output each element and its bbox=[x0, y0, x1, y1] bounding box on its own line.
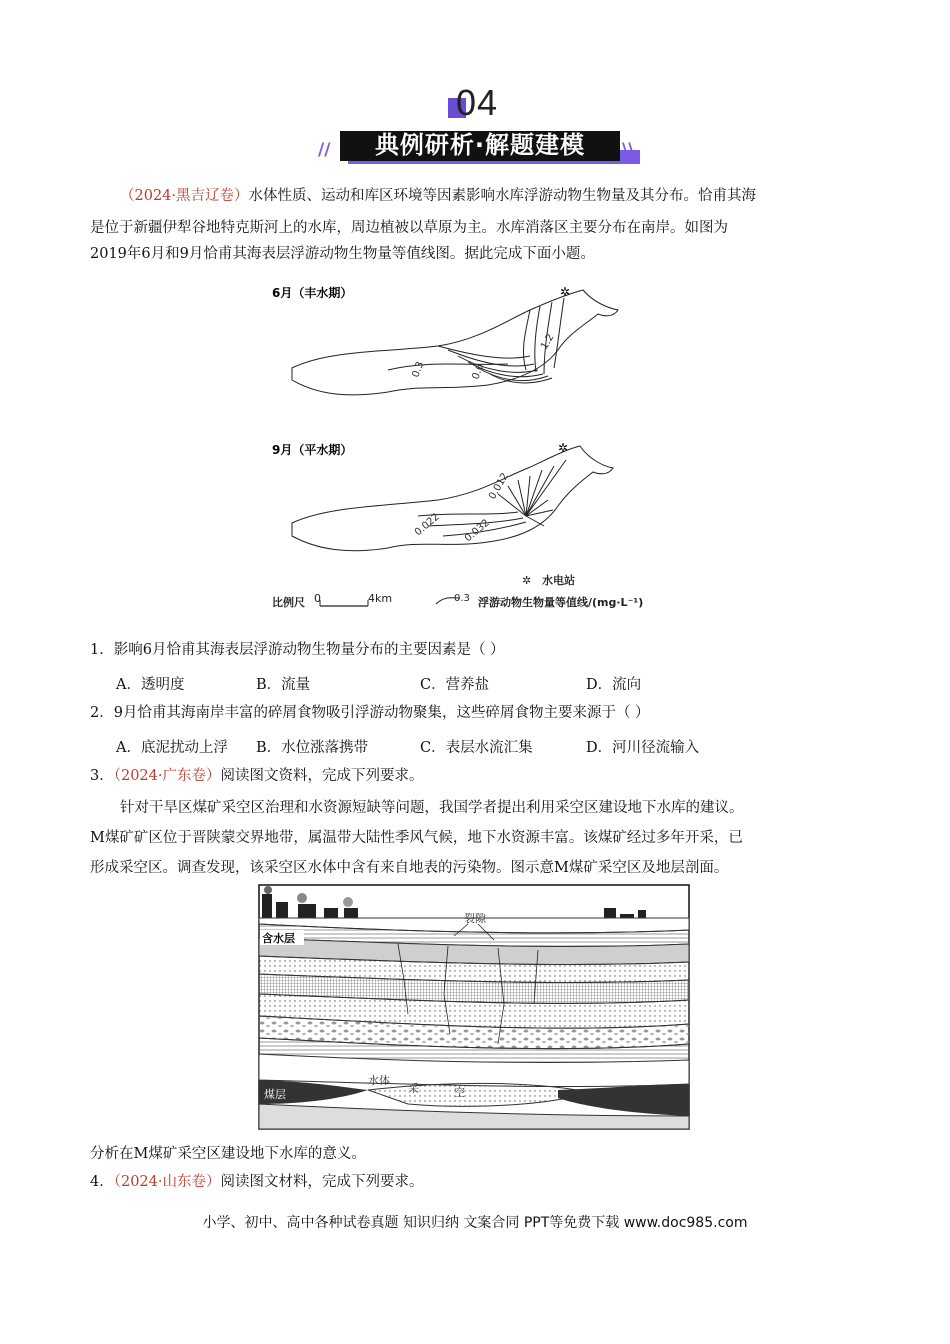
legend-scale: 比例尺 bbox=[272, 596, 305, 609]
q1-stem: 1．影响6月恰甫其海表层浮游动物生物量分布的主要因素是（ ） bbox=[90, 642, 505, 658]
legend-scale-zero: 0 bbox=[314, 592, 321, 605]
label-sept: 9月（平水期） bbox=[272, 443, 353, 457]
label-mined-1: 采 bbox=[408, 1082, 419, 1095]
q2-option-b[interactable]: B．水位涨落携带 bbox=[256, 740, 369, 756]
june-contour-label-3: 1.2 bbox=[539, 332, 557, 352]
contour-map-figure bbox=[268, 280, 688, 616]
legend-iso-value: 0.3 bbox=[454, 593, 470, 604]
legend-scale-km: 4km bbox=[368, 592, 393, 605]
label-crack: 裂隙 bbox=[464, 912, 486, 925]
q1-option-a[interactable]: A．透明度 bbox=[116, 677, 185, 693]
q2-option-a[interactable]: A．底泥扰动上浮 bbox=[116, 740, 228, 756]
label-water: 水体 bbox=[368, 1074, 390, 1087]
intro-line-1: （2024·黑吉辽卷）水体性质、运动和库区环境等因素影响水库浮游动物生物量及其分布。恰甫其海 bbox=[120, 188, 757, 204]
label-june: 6月（丰水期） bbox=[272, 286, 353, 300]
june-lake bbox=[292, 290, 618, 395]
q3-heading: 3．（2024·广东卷）阅读图文资料，完成下列要求。 bbox=[90, 768, 424, 784]
june-contour-label-2: 0.6 bbox=[470, 362, 487, 382]
label-aquifer: 含水层 bbox=[262, 932, 295, 945]
intro-line-3: 2019年6月和9月恰甫其海表层浮游动物生物量等值线图。据此完成下面小题。 bbox=[90, 246, 595, 262]
section-banner: 典例研析·解题建模 bbox=[374, 131, 586, 159]
sept-contour-label-2: 0.032 bbox=[462, 517, 492, 545]
q2-option-c[interactable]: C．表层水流汇集 bbox=[420, 740, 533, 756]
label-coal: 煤层 bbox=[264, 1088, 286, 1101]
sept-station-icon: ✲ bbox=[558, 441, 569, 455]
q1-option-c[interactable]: C．营养盐 bbox=[420, 677, 490, 693]
q2-stem: 2．9月恰甫其海南岸丰富的碎屑食物吸引浮游动物聚集，这些碎屑食物主要来源于（ ） bbox=[90, 705, 650, 721]
coal-mine-profile-figure bbox=[258, 884, 690, 1130]
q3-para-2: M煤矿矿区位于晋陕蒙交界地带，属温带大陆性季风气候，地下水资源丰富。该煤矿经过多年开采，已 bbox=[90, 830, 743, 846]
legend-station-icon: ✲ bbox=[522, 574, 532, 587]
june-contour-label-1: 0.3 bbox=[410, 360, 427, 380]
intro-line-2: 是位于新疆伊犁谷地特克斯河上的水库，周边植被以草原为主。水库消落区主要分布在南岸。如图为 bbox=[90, 220, 728, 236]
q2-option-d[interactable]: D．河川径流输入 bbox=[586, 740, 700, 756]
q1-option-b[interactable]: B．流量 bbox=[256, 677, 311, 693]
source-tag: （2024·黑吉辽卷） bbox=[120, 188, 249, 204]
slash-left: // bbox=[318, 140, 331, 160]
q4-source: （2024·山东卷） bbox=[113, 1174, 221, 1190]
q3-source: （2024·广东卷） bbox=[113, 768, 221, 784]
q3-para-3: 形成采空区。调查发现，该采空区水体中含有来自地表的污染物。图示意M煤矿采空区及地层剖面。 bbox=[90, 860, 729, 876]
legend-iso: 浮游动物生物量等值线/(mg·L⁻¹) bbox=[478, 596, 644, 609]
sept-lake bbox=[292, 446, 613, 551]
sept-contour-label-1: 0.022 bbox=[412, 511, 442, 539]
june-station-icon: ✲ bbox=[560, 285, 571, 299]
q3-ask: 分析在M煤矿采空区建设地下水库的意义。 bbox=[90, 1146, 366, 1162]
q4-heading: 4．（2024·山东卷）阅读图文材料，完成下列要求。 bbox=[90, 1174, 424, 1190]
label-mined-2: 空 bbox=[454, 1086, 465, 1099]
page-footer[interactable]: 小学、初中、高中各种试卷真题 知识归纳 文案合同 PPT等免费下载 www.doc985.com bbox=[202, 1215, 748, 1231]
legend-station: 水电站 bbox=[542, 574, 575, 587]
section-number: 04 bbox=[456, 82, 499, 123]
slash-right: \\ bbox=[622, 140, 635, 160]
q1-option-d[interactable]: D．流向 bbox=[586, 677, 642, 693]
q3-para-1: 针对干旱区煤矿采空区治理和水资源短缺等问题，我国学者提出利用采空区建设地下水库的建议。 bbox=[120, 800, 744, 816]
sept-contour-label-3: 0.012 bbox=[487, 471, 511, 502]
